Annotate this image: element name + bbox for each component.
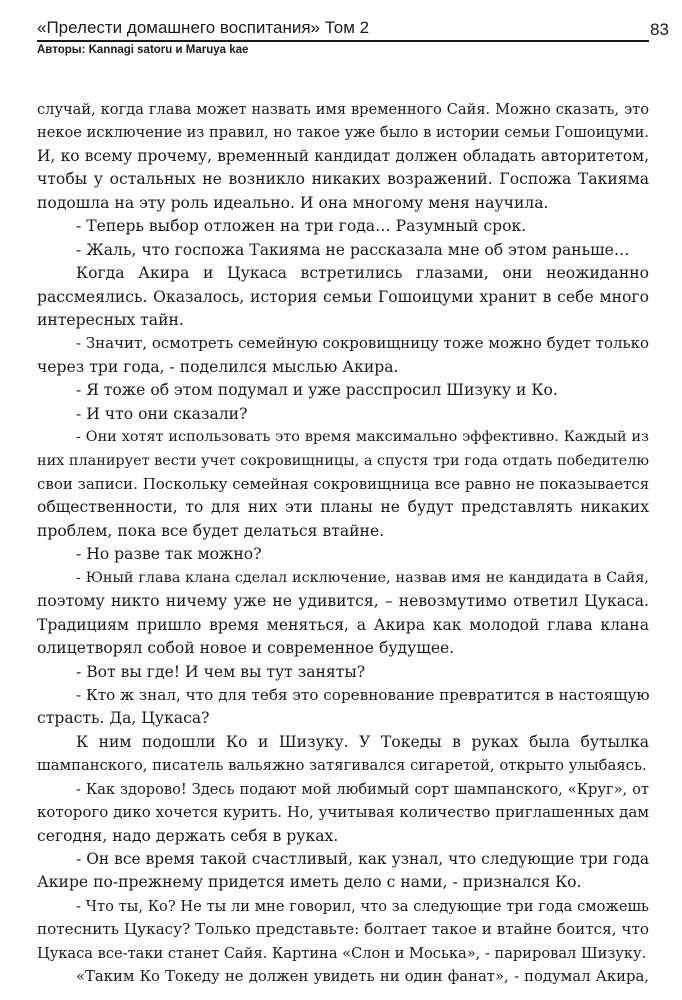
book-title: «Прелести домашнего воспитания» Том 2 [37,18,370,37]
text-line: общественности, то для них эти планы не будут представлять никаких [37,498,649,517]
text-line: И, ко всему прочему, временный кандидат должен обладать авторитетом, [37,146,649,165]
text-line: потеснить Цукасу? Только представьте: болтает такое и втайне боится, что [37,920,649,939]
text-line: Цукаса все-таки станет Сайя. Картина «Слон и Моська», - парировал Шизуку. [37,944,647,962]
text-line: олицетворял собой новое и современное будущее. [37,639,455,658]
text-line: - Юный глава клана сделал исключение, назвав имя не кандидата в Сайя, [76,569,649,586]
text-line: - Они хотят использовать это время максимально эффективно. Каждый из [76,429,649,446]
text-line: Традициям пришло время меняться, а Акира как молодой глава клана [37,615,649,634]
text-line: которого дико хочется курить. Но, учитывая количество приглашенных дам [37,803,649,822]
text-line: - Он все время такой счастливый, как узнал, что следующие три года [76,850,649,868]
text-line: через три года, - поделился мыслью Акира. [37,357,399,376]
text-line: проблем, пока все будет делаться втайне. [37,521,385,540]
text-line: - Я тоже об этом подумал и уже расспросил Шизуку и Ко. [76,381,558,400]
header-rule [37,40,649,42]
text-line: интересных тайн. [37,310,184,329]
text-line: - Теперь выбор отложен на три года… Разумный срок. [76,217,527,236]
text-line: некое исключение из правил, но такое уже было в истории семьи Гошоицуми. [37,124,649,142]
text-line: - Значит, осмотреть семейную сокровищницу тоже можно будет только [76,334,650,353]
text-line: - Кто ж знал, что для тебя это соревнование превратится в настоящую [76,685,650,704]
text-line: поэтому никто ничему уже не удивится, – невозмутимо ответил Цукаса. [37,592,649,611]
text-line: - И что они сказали? [76,404,248,423]
page-number: 83 [650,20,669,39]
text-line: свои записи. Поскольку семейная сокровищница все равно не показывается [37,475,650,493]
text-line: сегодня, надо держать себя в руках. [37,826,339,845]
body-text [37,98,649,989]
text-line: подошла на эту роль идеально. И она многому меня научила. [37,193,549,212]
text-line: них планирует вести учет сокровищницы, а спустя три года отдать победителю [37,452,649,469]
text-line: страсть. Да, Цукаса? [37,709,210,728]
text-line: «Таким Ко Токеду не должен увидеть ни один фанат», - подумал Акира, [76,968,649,986]
text-line: - Вот вы где! И чем вы тут заняты? [76,662,366,681]
running-header [37,18,649,56]
authors-line: Авторы: Kannagi satoru и Maruya kae [37,44,249,56]
text-line: Акире по-прежнему придется иметь дело с нами, - признался Ко. [37,873,582,892]
text-line: чтобы у остальных не возникло никаких возражений. Госпожа Такияма [37,170,649,189]
text-line: К ним подошли Ко и Шизуку. У Токеды в руках была бутылка [76,732,649,751]
text-line: - Жаль, что госпожа Такияма не рассказала мне об этом раньше… [76,240,630,259]
text-line: - Что ты, Ко? Не ты ли мне говорил, что за следующие три года сможешь [76,897,649,915]
text-line: Когда Акира и Цукаса встретились глазами, они неожиданно [76,264,649,283]
text-line: - Но разве так можно? [76,545,262,564]
text-line: случай, когда глава может назвать имя временного Сайя. Можно сказать, это [37,101,649,118]
text-line: - Как здорово! Здесь подают мой любимый сорт шампанского, «Круг», от [76,780,649,798]
text-line: рассмеялись. Оказалось, история семьи Гошоицуми хранит в себе много [37,287,649,306]
text-line: шампанского, писатель вальяжно затягивался сигаретой, открыто улыбаясь. [37,757,647,775]
